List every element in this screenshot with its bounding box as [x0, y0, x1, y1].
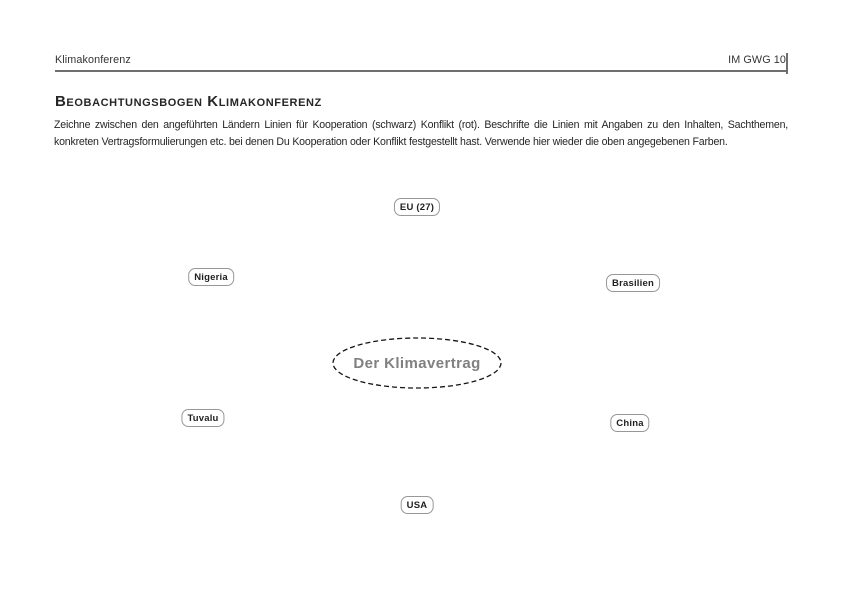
- page-title: Beobachtungsbogen Klimakonferenz: [55, 93, 322, 110]
- country-label-nigeria: Nigeria: [188, 268, 234, 286]
- country-label-tuvalu: Tuvalu: [181, 409, 224, 427]
- country-label-brasilien: Brasilien: [606, 274, 660, 292]
- instructions-line-1: Zeichne zwischen den angeführten Ländern Linien für Kooperation (schwarz) Konflikt (rot). Beschrifte die Linien mit Angaben zu den Inhalten, Sachthemen,: [54, 119, 788, 131]
- climate-treaty-label: Der Klimavertrag: [353, 354, 481, 372]
- header-left-text: Klimakonferenz: [55, 54, 131, 66]
- country-label-china: China: [610, 414, 649, 432]
- country-label-eu: EU (27): [394, 198, 440, 216]
- country-label-usa: USA: [401, 496, 434, 514]
- header-right-text: IM GWG 10: [728, 54, 786, 66]
- instructions-line-2: konkreten Vertragsformulierungen etc. bei denen Du Kooperation oder Konflikt festgestellt hast. Verwende hier wieder die oben angegebenen Farben.: [54, 135, 728, 148]
- climate-treaty-ellipse: [331, 336, 503, 390]
